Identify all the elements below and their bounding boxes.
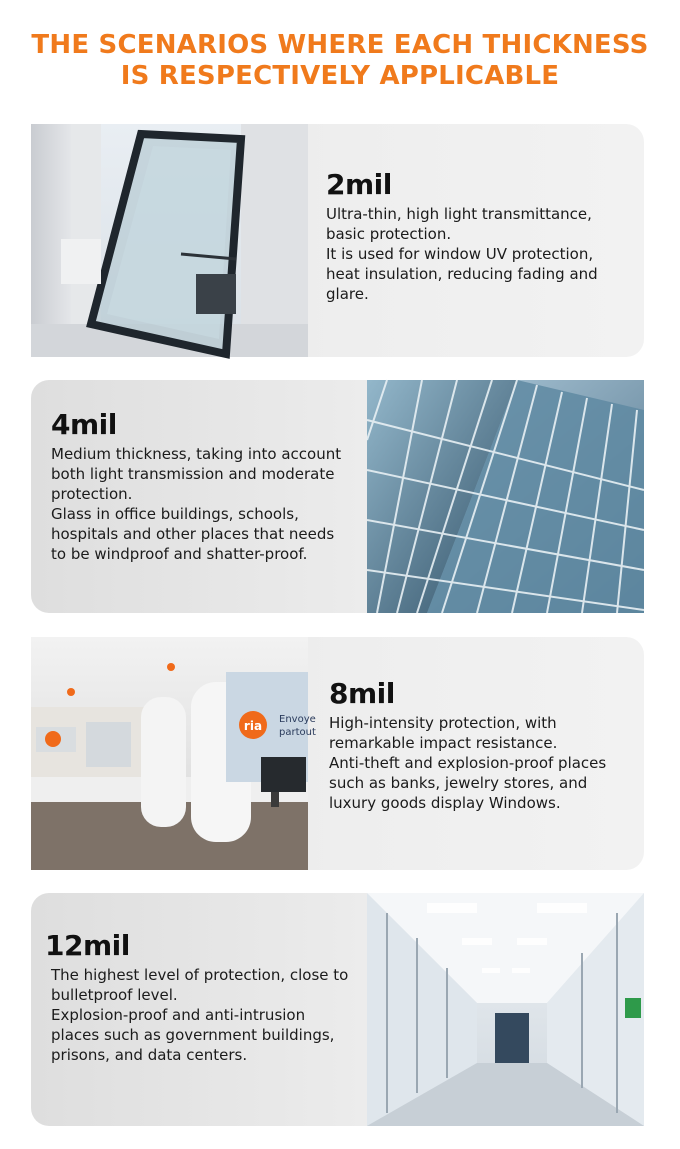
description-line: Ultra-thin, high light transmittance, [326, 205, 592, 223]
glass-building-photo [367, 380, 644, 613]
description-line: High-intensity protection, with [329, 714, 557, 732]
card-description [51, 444, 371, 564]
thickness-label: 8mil [329, 677, 395, 710]
description-line: prisons, and data centers. [51, 1046, 248, 1064]
thickness-label: 12mil [45, 929, 130, 962]
description-line: both light transmission and moderate [51, 465, 335, 483]
card-text [51, 408, 371, 564]
title-line-1: THE SCENARIOS WHERE EACH THICKNESS [31, 30, 649, 60]
card-8mil [31, 637, 644, 870]
card-text [326, 168, 636, 304]
description-line: Medium thickness, taking into account [51, 445, 342, 463]
description-line: to be windproof and shatter-proof. [51, 545, 308, 563]
description-line: protection. [51, 485, 133, 503]
bank-screen-text: Envoye [279, 714, 316, 725]
corridor-photo [367, 893, 644, 1126]
description-line: luxury goods display Windows. [329, 794, 561, 812]
card-description [329, 713, 639, 813]
card-12mil [31, 893, 644, 1126]
description-line: Explosion-proof and anti-intrusion [51, 1006, 306, 1024]
description-line: Glass in office buildings, schools, [51, 505, 299, 523]
description-line: Anti-theft and explosion-proof places [329, 754, 607, 772]
description-line: such as banks, jewelry stores, and [329, 774, 588, 792]
description-line: basic protection. [326, 225, 452, 243]
thickness-label: 2mil [326, 168, 392, 201]
card-text [329, 677, 639, 813]
thickness-label: 4mil [51, 408, 117, 441]
description-line: heat insulation, reducing fading and [326, 265, 598, 283]
card-2mil [31, 124, 644, 357]
bank-logo-text: ria [243, 719, 263, 733]
description-line: bulletproof level. [51, 986, 178, 1004]
bank-counter-photo [31, 637, 316, 870]
window-photo [31, 124, 308, 357]
title-line-2: IS RESPECTIVELY APPLICABLE [120, 61, 560, 91]
card-description [51, 965, 375, 1065]
description-line: places such as government buildings, [51, 1026, 335, 1044]
card-description [326, 204, 636, 304]
card-text [45, 929, 375, 1065]
description-line: glare. [326, 285, 369, 303]
bank-screen-text-2: partout [279, 727, 316, 738]
card-4mil [31, 380, 644, 613]
page-title [0, 30, 680, 92]
description-line: The highest level of protection, close to [51, 966, 349, 984]
description-line: remarkable impact resistance. [329, 734, 558, 752]
description-line: It is used for window UV protection, [326, 245, 594, 263]
description-line: hospitals and other places that needs [51, 525, 335, 543]
